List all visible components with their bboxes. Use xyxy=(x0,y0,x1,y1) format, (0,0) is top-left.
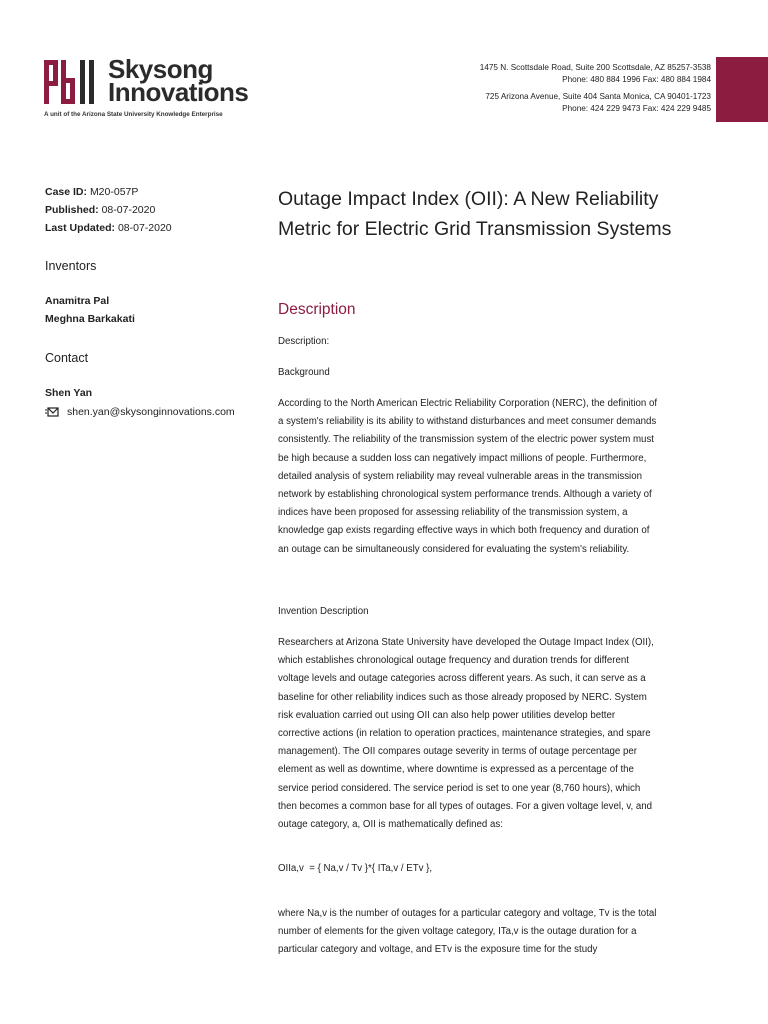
case-meta xyxy=(45,183,172,237)
case-id-label: Case ID: xyxy=(45,186,88,198)
published-date xyxy=(45,201,172,219)
address-santa-monica xyxy=(485,91,711,115)
logo-tagline: A unit of the Arizona State University Knowledge Enterprise xyxy=(44,111,223,118)
phone-line: Phone: 424 229 9473 Fax: 424 229 9485 xyxy=(562,104,711,113)
address-line: 1475 N. Scottsdale Road, Suite 200 Scottsdale, AZ 85257-3538 xyxy=(479,63,711,72)
address-scottsdale xyxy=(480,62,711,86)
contact-heading: Contact xyxy=(45,351,89,365)
contact-email-link[interactable]: shen.yan@skysonginnovations.com xyxy=(67,406,235,418)
page-title: Outage Impact Index (OII): A New Reliability Metric for Electric Grid Transmission Systems xyxy=(278,188,672,240)
last-updated xyxy=(45,219,172,237)
inventor-name: Meghna Barkakati xyxy=(45,313,135,325)
published-value: 08-07-2020 xyxy=(101,204,156,216)
phone-line: Phone: 480 884 1996 Fax: 480 884 1984 xyxy=(562,75,711,84)
background-label: Background xyxy=(278,367,330,378)
contact-email-row[interactable] xyxy=(45,406,235,418)
inventors-heading: Inventors xyxy=(45,259,97,273)
inventors-list xyxy=(45,292,135,328)
company-logo xyxy=(44,54,264,122)
description-label: Description: xyxy=(278,336,330,347)
invention-paragraph: Researchers at Arizona State University have developed the Outage Impact Index (OII), which establishes chronological outage frequency and duration trends for different voltage levels and outage categories across different years. As such, it can serve as a baseline for other reliability indices such as those already proposed by NERC. System risk evaluation carried out using OII can also help power utilities develop better corrective actions (in relation to operation practices, maintenance strategies, and spare management). The OII compares outage severity in terms of outage percentage per element as well as downtime, where downtime is expressed as a percentage of the service period considered. The service period is set to one year (8,760 hours), which then becomes a common base for all types of outages. For a given voltage level, v, and outage category, a, OII is mathematically defined as: xyxy=(278,637,654,831)
logo-line-2: Innovations xyxy=(108,77,249,107)
envelope-icon xyxy=(45,406,59,418)
contact-name: Shen Yan xyxy=(45,387,93,399)
accent-block xyxy=(716,57,768,122)
logo-wordmark xyxy=(108,54,249,107)
formula-explanation: where Na,v is the number of outages for a particular category and voltage, Tv is the total number of elements for the given voltage category, ITa,v is the outage duration for a particular category and voltage, and ETv is the exposure time for the study xyxy=(278,908,657,956)
updated-label: Last Updated: xyxy=(45,222,116,234)
published-label: Published: xyxy=(45,204,99,216)
invention-label: Invention Description xyxy=(278,606,369,617)
case-id-value: M20-057P xyxy=(89,186,139,198)
inventor-name: Anamitra Pal xyxy=(45,295,110,307)
oii-formula: OIIa,v = { Na,v / Tv }*{ ITa,v / ETv }, xyxy=(278,863,433,874)
updated-value: 08-07-2020 xyxy=(117,222,172,234)
address-line: 725 Arizona Avenue, Suite 404 Santa Monica, CA 90401-1723 xyxy=(485,92,711,101)
section-heading-description: Description xyxy=(278,301,356,318)
case-id xyxy=(45,183,172,201)
background-paragraph: According to the North American Electric Reliability Corporation (NERC), the definition of a system's reliability is its ability to withstand disturbances and meet consumer demands consistently. The reliability of the transmission system of the electric power system must be high because a sudden loss can negatively impact millions of people. Furthermore, detailed analysis of system reliability may reveal vulnerable areas in the transmission network by establishing chronological system performance trends. Although a variety of indices have been proposed for assessing reliability of the transmission system, a knowledge gap exists regarding effective ways in which both frequency and duration of an outage can be simultaneously considered for evaluating the system's reliability. xyxy=(278,398,658,555)
skysong-logo-icon xyxy=(44,60,102,104)
logo-line-1: Skysong xyxy=(108,54,213,84)
